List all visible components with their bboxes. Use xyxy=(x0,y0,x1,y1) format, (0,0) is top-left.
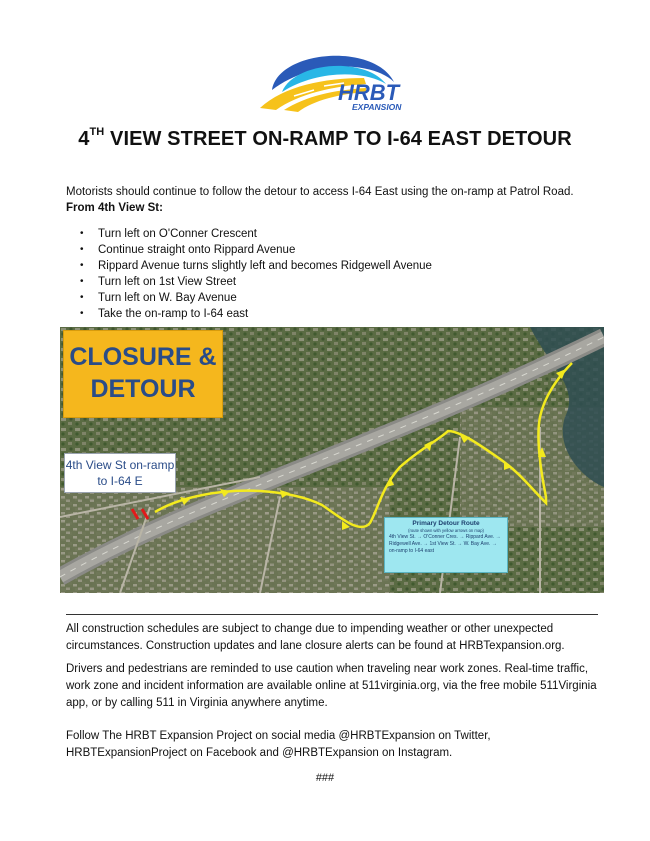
divider xyxy=(66,614,598,615)
closure-detour-banner xyxy=(63,330,223,418)
step-text: Rippard Avenue turns slightly left and becomes Ridgewell Avenue xyxy=(98,260,432,272)
bullet-icon: • xyxy=(80,276,84,287)
hrbt-logo-graphic xyxy=(254,36,414,116)
intro-subhead: From 4th View St: xyxy=(66,202,163,214)
bullet-icon: • xyxy=(80,244,84,255)
step-text: Continue straight onto Rippard Avenue xyxy=(98,244,296,256)
detour-steps-list xyxy=(80,226,432,322)
page-title xyxy=(0,128,650,151)
legend-body: 4th View St. → O'Conner Cres. → Rippard Ave. → Ridgewell Ave. → 1st View St. → W. Bay Ave. → on-ramp to I-64 east xyxy=(389,534,501,554)
title-rest: VIEW STREET ON-RAMP TO I-64 EAST DETOUR xyxy=(104,128,572,150)
map-legend xyxy=(384,517,508,573)
intro-paragraph xyxy=(66,184,626,216)
intro-text: Motorists should continue to follow the detour to access I-64 East using the on-ramp at Patrol Road. xyxy=(66,186,574,198)
list-item xyxy=(80,226,432,242)
list-item xyxy=(80,242,432,258)
hrbt-logo xyxy=(254,36,414,116)
logo-subtitle: EXPANSION xyxy=(352,102,402,112)
safety-note: Drivers and pedestrians are reminded to use caution when traveling near work zones. Real-time traffic, work zone and incident information are available online at 511virginia.org, via the free mobile 511Virginia app, or by calling 511 in Virginia anywhere anytime. xyxy=(66,663,597,709)
step-text: Take the on-ramp to I-64 east xyxy=(98,308,249,320)
schedule-note: All construction schedules are subject to change due to impending weather or other unexpected circumstances. Construction updates and lane closure alerts can be found at HRBTexpansion.org. xyxy=(66,623,565,652)
bullet-icon: • xyxy=(80,260,84,271)
social-media-note: Follow The HRBT Expansion Project on social media @HRBTExpansion on Twitter, HRBTExpansionProject on Facebook and @HRBTExpansion on Instagram. xyxy=(66,730,491,759)
step-text: Turn left on O'Conner Crescent xyxy=(98,228,258,240)
list-item xyxy=(80,306,432,322)
bullet-icon: • xyxy=(80,292,84,303)
list-item xyxy=(80,258,432,274)
closure-line-2: DETOUR xyxy=(90,375,196,403)
bullet-icon: • xyxy=(80,308,84,319)
bullet-icon: • xyxy=(80,228,84,239)
title-prefix: 4 xyxy=(78,128,90,150)
title-superscript: TH xyxy=(89,126,105,138)
step-text: Turn left on W. Bay Avenue xyxy=(98,292,237,304)
step-text: Turn left on 1st View Street xyxy=(98,276,237,288)
closure-line-1: CLOSURE & xyxy=(69,343,217,371)
detour-map xyxy=(60,327,604,593)
logo-wordmark: HRBT xyxy=(338,80,400,105)
list-item xyxy=(80,274,432,290)
list-item xyxy=(80,290,432,306)
onramp-label: 4th View St on-ramp to I-64 E xyxy=(64,453,176,493)
legend-subtitle: (route shown with yellow arrows on map) xyxy=(408,528,484,533)
legend-title: Primary Detour Route xyxy=(412,520,480,527)
end-marker: ### xyxy=(315,772,335,784)
